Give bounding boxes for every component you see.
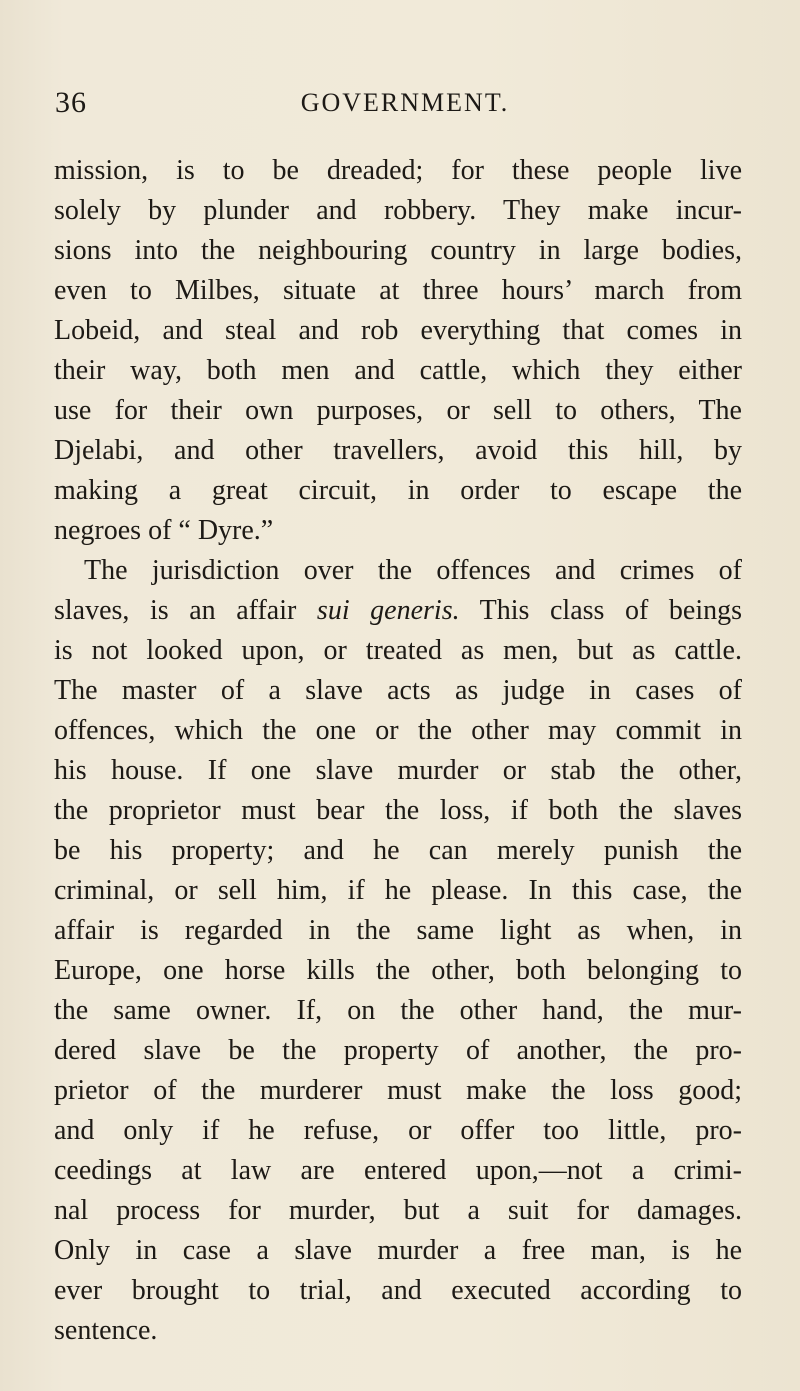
text-line: affair is regarded in the same light as when, in	[54, 915, 742, 946]
text-line: is not looked upon, or treated as men, but as cattle.	[54, 635, 742, 666]
running-title: GOVERNMENT.	[300, 88, 510, 117]
body-text	[54, 151, 742, 1351]
text-run: slaves, is an affair	[54, 595, 297, 626]
running-head	[55, 86, 755, 126]
text-line: use for their own purposes, or sell to others, The	[54, 395, 742, 426]
text-line: sentence.	[54, 1315, 158, 1346]
text-run: This class of beings	[479, 595, 742, 626]
text-line: nal process for murder, but a suit for damages.	[54, 1195, 742, 1226]
text-line: the same owner. If, on the other hand, the mur-	[54, 995, 742, 1026]
text-line: solely by plunder and robbery. They make incur-	[54, 195, 742, 226]
text-line: negroes of “ Dyre.”	[54, 515, 274, 546]
text-line: be his property; and he can merely punish the	[54, 835, 742, 866]
text-line: making a great circuit, in order to escape the	[54, 475, 742, 506]
text-line: dered slave be the property of another, the pro-	[54, 1035, 742, 1066]
text-line: his house. If one slave murder or stab the other,	[54, 755, 742, 786]
text-line: the proprietor must bear the loss, if both the slaves	[54, 795, 742, 826]
text-line: their way, both men and cattle, which they either	[54, 355, 742, 386]
text-line: Europe, one horse kills the other, both belonging to	[54, 955, 742, 986]
text-line: mission, is to be dreaded; for these people live	[54, 155, 742, 186]
text-line: Djelabi, and other travellers, avoid this hill, by	[54, 435, 742, 466]
text-line-mixed	[54, 591, 742, 631]
text-line: The master of a slave acts as judge in cases of	[54, 675, 742, 706]
text-line: Lobeid, and steal and rob everything that comes in	[54, 315, 742, 346]
text-line: criminal, or sell him, if he please. In this case, the	[54, 875, 742, 906]
italic-phrase: sui generis.	[316, 595, 460, 626]
text-line: Only in case a slave murder a free man, is he	[54, 1235, 742, 1266]
text-line: ever brought to trial, and executed according to	[54, 1275, 742, 1306]
page-number: 36	[55, 86, 87, 119]
text-line: and only if he refuse, or offer too little, pro-	[54, 1115, 742, 1146]
text-line: ceedings at law are entered upon,—not a crimi-	[54, 1155, 742, 1186]
text-line: sions into the neighbouring country in large bodies,	[54, 235, 742, 266]
text-line: The jurisdiction over the offences and crimes of	[84, 555, 742, 586]
text-line: even to Milbes, situate at three hours’ march from	[54, 275, 742, 306]
text-line: prietor of the murderer must make the loss good;	[54, 1075, 742, 1106]
text-line: offences, which the one or the other may commit in	[54, 715, 742, 746]
